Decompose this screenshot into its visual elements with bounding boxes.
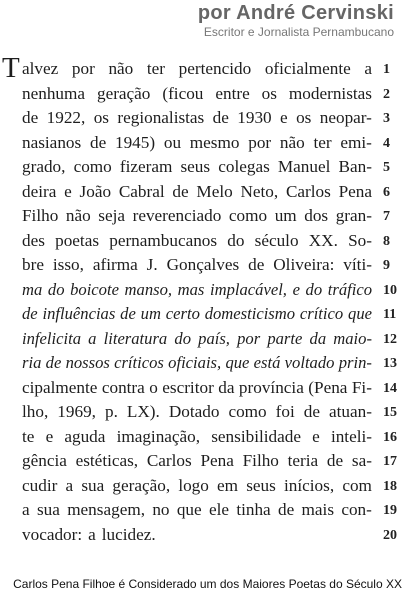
- text-line: [22, 329, 372, 349]
- text-word: Carlos: [285, 181, 331, 201]
- text-word: século: [254, 230, 299, 250]
- text-word: sua: [36, 500, 60, 519]
- text-word: XX.: [308, 230, 338, 250]
- text-word: ele: [208, 500, 229, 519]
- text-word: reverenciado: [132, 206, 222, 225]
- text-word: infelicita: [22, 328, 81, 348]
- text-word: Ban-: [338, 157, 372, 176]
- text-word: por: [71, 59, 95, 78]
- text-word: da: [218, 377, 235, 397]
- text-word: gência: [22, 451, 67, 470]
- line-number: 14: [383, 380, 397, 396]
- text-word: mesmo: [189, 132, 240, 152]
- author-byline: por André Cervinski: [197, 2, 394, 24]
- text-word: des: [22, 230, 45, 250]
- text-line: [22, 280, 372, 300]
- text-word: (ficou: [162, 83, 204, 103]
- text-word: mais: [301, 500, 335, 519]
- text-word: vocador:: [22, 524, 83, 544]
- text-word: Neto,: [240, 181, 279, 201]
- text-word: estéticas,: [75, 451, 139, 470]
- text-word: entre: [215, 83, 250, 103]
- text-word: regionalistas: [117, 108, 205, 127]
- text-line: [22, 182, 372, 202]
- text-word: LX).: [126, 402, 160, 421]
- text-word: influências: [42, 304, 116, 323]
- text-word: que: [225, 353, 250, 372]
- text-word: do: [305, 279, 323, 299]
- text-word: não: [108, 59, 134, 78]
- text-word: con-: [341, 500, 372, 519]
- figure-caption: Carlos Pena Filhoe é Considerado um dos Maiores Poetas do Século XX: [13, 577, 402, 591]
- text-word: Dotado: [168, 402, 220, 421]
- text-word: do: [227, 230, 245, 250]
- text-word: oficialmente: [264, 59, 351, 78]
- text-line: [22, 255, 372, 275]
- text-word: pertencido: [178, 59, 252, 78]
- text-word: parte: [267, 328, 303, 348]
- text-word: domesticismo: [204, 304, 296, 323]
- author-subtitle: Escritor e Jornalista Pernambucano: [203, 25, 394, 39]
- line-number: 16: [383, 429, 397, 445]
- text-word: nossos: [65, 353, 110, 372]
- text-word: os: [261, 83, 277, 103]
- text-word: de: [172, 181, 189, 201]
- text-word: não: [279, 132, 305, 152]
- text-word: de: [303, 402, 320, 421]
- text-word: em: [217, 475, 239, 495]
- text-word: neopar-: [319, 108, 372, 127]
- text-word: teria: [287, 451, 319, 470]
- text-line: [22, 451, 372, 471]
- text-line: [22, 157, 372, 177]
- text-word: p.: [104, 402, 118, 421]
- text-word: atuan-: [329, 402, 372, 421]
- line-number: 10: [383, 282, 397, 298]
- text-word: um: [140, 304, 161, 323]
- text-word: sensibilidade: [211, 426, 301, 446]
- text-word: (Pena: [308, 377, 348, 397]
- text-word: Pena: [200, 451, 234, 470]
- text-word: no: [152, 500, 170, 519]
- text-word: que: [348, 304, 372, 323]
- text-word: cipalmente: [22, 377, 98, 397]
- text-word: nasianos: [22, 132, 82, 152]
- text-word: do: [174, 328, 191, 348]
- line-number: 1: [383, 62, 390, 77]
- text-word: não: [65, 206, 91, 225]
- text-word: manso,: [124, 279, 173, 299]
- line-number: 11: [383, 307, 397, 322]
- text-word: oficiais,: [168, 353, 222, 372]
- text-word: João: [79, 181, 112, 201]
- text-word: 1922,: [46, 108, 86, 127]
- text-word: ou: [163, 132, 182, 152]
- text-line: [22, 476, 372, 496]
- text-word: imaginação,: [116, 426, 201, 446]
- text-word: de: [212, 108, 229, 127]
- line-number: 15: [383, 405, 397, 420]
- text-word: e: [64, 181, 72, 201]
- text-word: ma: [22, 279, 43, 299]
- text-word: te: [22, 426, 35, 446]
- text-word: Fi-: [351, 377, 372, 397]
- text-word: 1969,: [57, 402, 96, 421]
- text-word: sua: [81, 475, 105, 495]
- text-word: modernistas: [288, 83, 372, 103]
- text-word: Carlos: [146, 451, 192, 470]
- text-word: a: [65, 475, 74, 495]
- text-word: implacável,: [210, 279, 287, 299]
- text-word: a: [364, 59, 372, 78]
- text-line: [22, 231, 372, 251]
- text-word: gran-: [335, 206, 372, 225]
- text-word: e: [292, 279, 300, 299]
- line-number: 18: [383, 478, 397, 494]
- text-word: do: [47, 279, 65, 299]
- text-line: [22, 59, 372, 79]
- text-word: inícios,: [284, 475, 335, 495]
- text-word: Gonçalves: [166, 255, 240, 274]
- text-word: como: [228, 402, 267, 421]
- text-word: contra: [101, 377, 145, 397]
- text-word: Oliveira:: [273, 255, 335, 274]
- text-word: Filho: [242, 451, 279, 470]
- text-word: país,: [198, 328, 230, 348]
- text-line: [22, 402, 372, 422]
- text-line: [22, 304, 372, 324]
- text-word: Pena: [338, 181, 372, 201]
- text-word: grado,: [22, 157, 66, 176]
- text-word: como: [73, 157, 112, 176]
- text-line: [22, 525, 372, 545]
- line-number: 20: [383, 527, 397, 543]
- text-word: a: [22, 500, 30, 519]
- text-word: por: [237, 328, 261, 348]
- text-word: J.: [146, 255, 158, 274]
- line-number: 17: [383, 454, 397, 469]
- text-word: alvez: [22, 59, 59, 78]
- text-word: a: [88, 328, 97, 348]
- line-number: 7: [383, 209, 390, 224]
- line-number: 13: [383, 356, 397, 371]
- text-word: a: [88, 524, 96, 544]
- text-word: de: [326, 451, 344, 470]
- text-word: província: [238, 377, 304, 397]
- text-line: [22, 427, 372, 447]
- text-line: [22, 378, 372, 398]
- text-word: logo: [178, 475, 209, 495]
- line-number: 4: [383, 135, 390, 151]
- text-word: lucidez.: [101, 524, 156, 544]
- text-word: So-: [348, 230, 372, 250]
- text-word: mensagem,: [67, 500, 145, 519]
- line-number: 6: [383, 184, 390, 200]
- text-word: de: [22, 304, 38, 323]
- text-word: bre: [22, 255, 44, 274]
- text-line: [22, 108, 372, 128]
- text-word: certo: [165, 304, 200, 323]
- text-line: [22, 353, 372, 373]
- text-word: ter: [146, 59, 166, 78]
- text-word: tinha: [236, 500, 271, 519]
- text-word: fizeram: [119, 157, 173, 176]
- text-word: Filho: [22, 206, 59, 225]
- text-word: de: [120, 304, 136, 323]
- text-word: poetas: [55, 230, 100, 250]
- text-word: escritor: [162, 377, 214, 397]
- text-word: Manuel: [277, 157, 331, 176]
- text-word: seus: [180, 157, 211, 176]
- text-word: de: [45, 353, 62, 372]
- text-word: 1930: [237, 108, 272, 127]
- text-word: víti-: [343, 255, 372, 274]
- text-word: afirma: [92, 255, 138, 274]
- text-word: os: [296, 108, 312, 127]
- text-word: boicote: [70, 279, 119, 299]
- line-number: 8: [383, 233, 390, 249]
- text-word: maio-: [333, 328, 372, 348]
- text-word: Melo: [196, 181, 233, 201]
- text-word: mas: [177, 279, 205, 299]
- text-word: inteli-: [330, 426, 372, 446]
- text-word: que: [176, 500, 202, 519]
- text-word: lho,: [22, 402, 49, 421]
- text-word: deira: [22, 181, 57, 201]
- text-word: de: [89, 132, 107, 152]
- line-number: 2: [383, 86, 390, 102]
- text-word: geração,: [112, 475, 171, 495]
- text-word: de: [22, 108, 39, 127]
- text-word: e: [280, 108, 288, 127]
- text-word: geração: [96, 83, 151, 103]
- text-word: literatura: [103, 328, 168, 348]
- text-word: prin-: [338, 353, 372, 372]
- line-number: 5: [383, 160, 390, 175]
- text-word: colegas: [218, 157, 270, 176]
- text-word: por: [248, 132, 272, 152]
- text-word: como: [228, 206, 268, 225]
- text-word: sa-: [351, 451, 372, 470]
- text-word: pernambucanos: [109, 230, 218, 250]
- text-line: [22, 206, 372, 226]
- text-word: com: [342, 475, 372, 495]
- text-word: dos: [304, 206, 329, 225]
- text-word: de: [248, 255, 265, 274]
- text-word: isso,: [52, 255, 84, 274]
- text-word: ter: [313, 132, 332, 152]
- text-word: emi-: [340, 132, 372, 152]
- drop-initial: T: [2, 52, 20, 84]
- text-line: [22, 84, 372, 104]
- text-word: da: [309, 328, 327, 348]
- text-word: aguda: [64, 426, 106, 446]
- text-word: foi: [275, 402, 295, 421]
- text-word: e: [312, 426, 320, 446]
- text-word: seja: [98, 206, 126, 225]
- text-word: o: [149, 377, 158, 397]
- text-word: um: [274, 206, 297, 225]
- line-number: 12: [383, 331, 397, 347]
- text-word: e: [45, 426, 54, 446]
- text-word: tráfico: [327, 279, 372, 299]
- line-number: 9: [383, 258, 390, 273]
- text-word: Cabral: [118, 181, 165, 201]
- text-word: está: [253, 353, 281, 372]
- text-word: os: [93, 108, 109, 127]
- text-line: [22, 133, 372, 153]
- text-word: nenhuma: [22, 83, 86, 103]
- text-word: de: [278, 500, 295, 519]
- line-number: 19: [383, 503, 397, 518]
- text-word: críticos: [114, 353, 164, 372]
- text-word: seus: [246, 475, 276, 495]
- text-word: cudir: [22, 475, 58, 495]
- line-number: 3: [383, 111, 390, 126]
- text-word: 1945): [114, 132, 156, 152]
- text-line: [22, 500, 372, 520]
- text-word: voltado: [284, 353, 335, 372]
- text-word: crítico: [299, 304, 344, 323]
- text-word: ria: [22, 353, 42, 372]
